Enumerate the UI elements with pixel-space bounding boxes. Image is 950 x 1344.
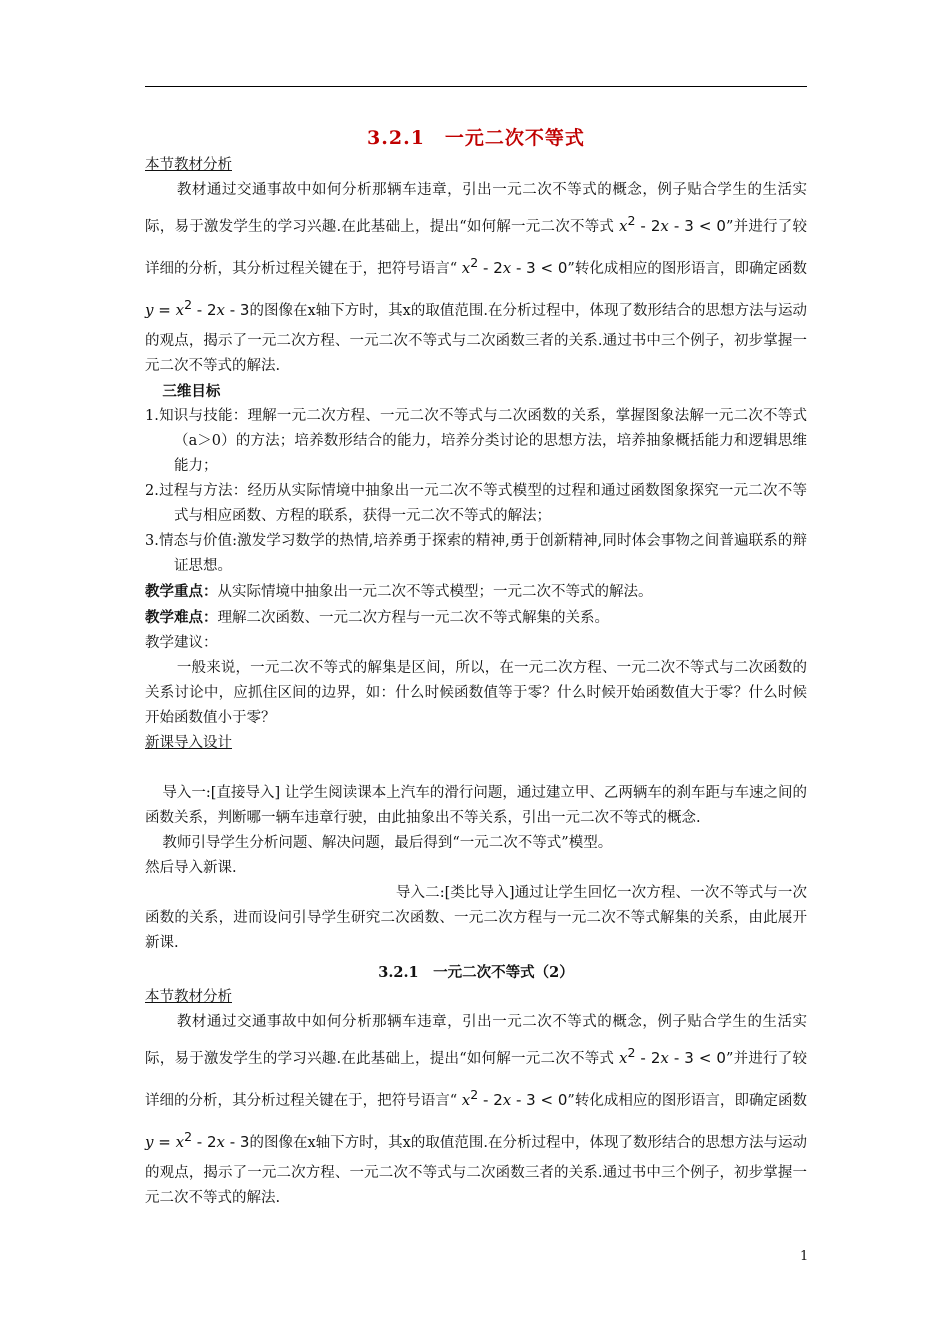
page-number: 1 [800, 1249, 809, 1264]
intro-heading: 新课导入设计 [145, 735, 232, 751]
paragraph: 教材通过交通事故中如何分析那辆车违章，引出一元二次不等式的概念，例子贴合学生的生活实际，易于激发学生的学习兴趣.在此基础上，提出“如何解一元二次不等式 $x^2 - 2x - 3 < 0$”并进行了较详细的分析，其分析过程关键在于，把符号语言“ $x^2 - 2x - 3 < 0$”转化成相应的图形语言，即确定函数$y = x^2 - 2x - 3$的图像在x轴下方时，其x的取值范围.在分析过程中，体现了数形结合的思想方法与运动的观点，揭示了一元二次方程、一元二次不等式与二次函数三者的关系.通过书中三个例子，初步掌握一元二次不等式的解法. [145, 1014, 808, 1206]
difficulty: 教学难点：理解二次函数、一元二次方程与一元二次不等式解集的关系。 [145, 609, 609, 626]
goal-item: 1.知识与技能：理解一元二次方程、一元二次不等式与二次函数的关系，掌握图象法解一元二次不等式（a＞0）的方法；培养数形结合的能力，培养分类讨论的思想方法，培养抽象概括能力和逻辑思维能力； [145, 408, 807, 474]
page-title: 3.2.1 一元二次不等式 [367, 127, 585, 149]
math-inequality: $x^2 - 2x - 3 < 0$ [619, 213, 726, 235]
header-rule [145, 86, 807, 87]
math-inequality: $x^2 - 2x - 3 < 0$ [461, 255, 568, 277]
document-page [145, 118, 807, 1211]
then-new-lesson: 然后导入新课. [145, 860, 237, 876]
suggestion-label: 教学建议： [145, 635, 218, 651]
teacher-guide: 教师引导学生分析问题、解决问题，最后得到“一元二次不等式”模型。 [162, 835, 613, 851]
section-heading: 本节教材分析 [145, 157, 232, 173]
key-point: 教学重点：从实际情境中抽象出一元二次不等式模型；一元二次不等式的解法。 [145, 583, 653, 600]
suggestion-text: 一般来说，一元二次不等式的解集是区间，所以，在一元二次方程、一元二次不等式与二次函数的关系讨论中，应抓住区间的边界，如：什么时候函数值等于零？什么时候开始函数值大于零？什么时候开始函数值小于零？ [145, 660, 807, 726]
section-title-2: 3.2.1 一元二次不等式（2） [378, 964, 574, 981]
intro-one: 导入一:[直接导入] 让学生阅读课本上汽车的滑行问题，通过建立甲、乙两辆车的刹车距与车速之间的函数关系，判断哪一辆车违章行驶，由此抽象出不等关系，引出一元二次不等式的概念. [145, 785, 807, 826]
intro-two: 导入二:[类比导入]通过让学生回忆一次方程、一次不等式与一次函数的关系，进而设问引导学生研究二次函数、一元二次方程与一元二次不等式解集的关系，由此展开新课. [145, 885, 807, 951]
goal-item: 2.过程与方法：经历从实际情境中抽象出一元二次不等式模型的过程和通过函数图象探究一元二次不等式与相应函数、方程的联系，获得一元二次不等式的解法； [145, 483, 807, 524]
section-heading: 本节教材分析 [145, 989, 232, 1005]
math-function: $y = x^2 - 2x - 3$ [145, 1129, 250, 1151]
goals-heading: 三维目标 [162, 383, 221, 400]
math-inequality: $x^2 - 2x - 3 < 0$ [619, 1045, 726, 1067]
math-function: $y = x^2 - 2x - 3$ [145, 297, 250, 319]
math-inequality: $x^2 - 2x - 3 < 0$ [461, 1087, 568, 1109]
goal-item: 3.情态与价值:激发学习数学的热情,培养勇于探索的精神,勇于创新精神,同时体会事物之间普遍联系的辩证思想。 [145, 533, 807, 574]
paragraph: 教材通过交通事故中如何分析那辆车违章，引出一元二次不等式的概念，例子贴合学生的生活实际，易于激发学生的学习兴趣.在此基础上，提出“如何解一元二次不等式 $x^2 - 2x - 3 < 0$”并进行了较详细的分析，其分析过程关键在于，把符号语言“ $x^2 - 2x - 3 < 0$”转化成相应的图形语言，即确定函数$y = x^2 - 2x - 3$的图像在x轴下方时，其x的取值范围.在分析过程中，体现了数形结合的思想方法与运动的观点，揭示了一元二次方程、一元二次不等式与二次函数三者的关系.通过书中三个例子，初步掌握一元二次不等式的解法. [145, 182, 808, 374]
